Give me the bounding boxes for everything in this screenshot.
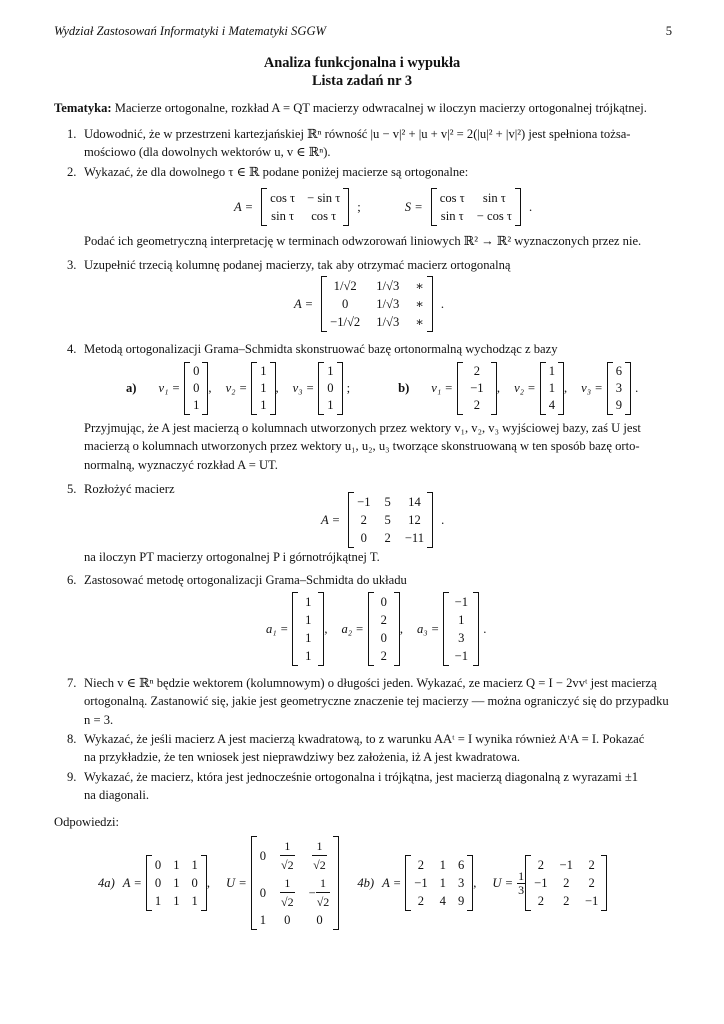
matrix-cell: 2 xyxy=(537,894,544,908)
problem-1-line-2: mościowo (dla dowolnych wektorów u, v ∈ ℝⁿ). xyxy=(84,145,331,160)
vector-label: v₂ = xyxy=(514,381,536,396)
problem-7-line-1: Niech v ∈ ℝⁿ będzie wektorem (kolumnowym) o długości jeden. Wykazać, ze macierz Q = I − 2vvᵗ jest macierzą xyxy=(84,676,657,690)
matrix-cell: 1 xyxy=(439,858,446,872)
fraction-denominator: √2 xyxy=(280,892,295,911)
matrix-S-label: S = xyxy=(404,199,423,214)
comma: , xyxy=(399,621,403,636)
vector-cell: 0 xyxy=(380,595,387,609)
answer-matrix-U xyxy=(251,836,340,930)
matrix-A-label: A = xyxy=(321,512,341,527)
vector-label: a₂ = xyxy=(341,621,364,636)
vector-cell: −1 xyxy=(454,649,468,663)
fraction-numerator: 1 xyxy=(320,876,327,890)
problem-4-vectors xyxy=(126,362,638,415)
matrix-cell: 12 xyxy=(408,513,421,527)
problem-number: 3. xyxy=(67,258,77,272)
vector-cell: 1 xyxy=(305,649,312,663)
matrix-cell: 2 xyxy=(384,531,391,545)
vector-a1 xyxy=(292,592,324,666)
topic-text: Macierze ortogonalne, rozkład A = QT macierzy odwracalnej w iloczyn macierzy ortogonalnej trójkątnej. xyxy=(114,101,647,115)
matrix-A xyxy=(261,188,349,226)
problem-4-after-line-2: macierzą o kolumnach utworzonych przez wektory u₁, u₂, u₃ tworzące skonstruowaną w ten sposób bazę orto- xyxy=(84,439,640,454)
fraction-numerator: 1 xyxy=(316,839,323,853)
matrix-A-label: A = xyxy=(294,296,314,311)
comma: , xyxy=(206,875,210,890)
matrix-A-label: A = xyxy=(122,875,142,890)
matrix-cell: 1 xyxy=(191,894,198,908)
matrix-cell: 2 xyxy=(588,858,595,872)
vector-cell: 1 xyxy=(260,398,267,412)
problem-4-after xyxy=(84,419,672,474)
vector-cell: 9 xyxy=(615,398,623,412)
vector-cell: −1 xyxy=(454,595,468,609)
vector-cell: 3 xyxy=(615,381,623,395)
problem-5-matrix xyxy=(321,492,444,548)
running-header xyxy=(54,22,672,40)
problem-number: 7. xyxy=(67,676,77,690)
matrix-A-label: A = xyxy=(234,199,254,214)
faculty-name: Wydział Zastosowań Informatyki i Matematyki SGGW xyxy=(54,24,327,38)
vector-cell: 4 xyxy=(548,398,555,412)
matrix-cell: 1/√2 xyxy=(333,279,357,293)
comma: , xyxy=(563,381,568,396)
problem-8-text xyxy=(84,730,672,767)
matrix-cell: 0 xyxy=(316,913,323,927)
problem-number: 6. xyxy=(67,573,77,587)
semicolon: ; xyxy=(346,381,351,396)
matrix-cell: 0 xyxy=(360,531,367,545)
part-a-label: a) xyxy=(126,381,137,396)
matrix-cell: −1/√2 xyxy=(330,315,361,329)
matrix-cell: 1 xyxy=(173,876,180,890)
problem-5-line-1: Rozłożyć macierz xyxy=(84,482,175,496)
problem-number: 8. xyxy=(67,732,77,746)
matrix-cell: 9 xyxy=(457,894,465,908)
vector-label: a₁ = xyxy=(266,621,289,636)
fraction-numerator: 1 xyxy=(284,876,291,890)
matrix-cell: 5 xyxy=(384,495,391,509)
matrix-cell: 3 xyxy=(457,876,465,890)
matrix-cell: 1/√3 xyxy=(376,315,400,329)
matrix-cell: 0 xyxy=(259,885,267,900)
part-b-label: b) xyxy=(398,381,410,396)
matrix-cell: 0 xyxy=(154,876,162,890)
matrix-cell: sin τ xyxy=(440,209,464,223)
matrix-cell: 2 xyxy=(417,858,425,872)
comma: , xyxy=(275,381,279,396)
comma: , xyxy=(208,381,212,396)
topic-line xyxy=(54,99,672,117)
fraction-denominator: 3 xyxy=(518,882,525,897)
matrix-cell: 0 xyxy=(154,858,162,872)
matrix-cell: cos τ xyxy=(311,209,337,223)
minus-sign: − xyxy=(308,885,316,900)
problem-2-matrices xyxy=(234,188,532,226)
matrix-cell: 0 xyxy=(342,297,349,311)
vector-cell: 1 xyxy=(458,613,465,627)
title-line-1: Analiza funkcjonalna i wypukła xyxy=(263,55,461,71)
fraction-numerator: 1 xyxy=(284,839,291,853)
problem-9-line-1: Wykazać, że macierz, która jest jednocześnie ortogonalna i trójkątna, jest macierzą diagonalną z wyrazami ±1 xyxy=(84,770,639,784)
vector-label: v₁ = xyxy=(158,381,181,396)
problem-9-line-2: na diagonali. xyxy=(84,788,150,803)
vector-cell: 0 xyxy=(380,631,387,645)
vector-cell: 1 xyxy=(305,631,312,645)
vector-cell: 1 xyxy=(305,595,312,609)
matrix-cell: cos τ xyxy=(270,191,296,205)
matrix-cell: −11 xyxy=(404,531,425,545)
matrix-cell: 1 xyxy=(154,894,162,908)
answer-matrix-A xyxy=(146,855,207,911)
problem-3-line-1: Uzupełnić trzecią kolumnę podanej macierzy, tak aby otrzymać macierz ortogonalną xyxy=(84,258,511,272)
matrix-cell: −1 xyxy=(559,858,573,872)
matrix-cell: 0 xyxy=(284,913,291,927)
vector-label: v₃ = xyxy=(581,381,603,396)
problem-2-line-1: Wykazać, że dla dowolnego τ ∈ ℝ podane poniżej macierze są ortogonalne: xyxy=(84,165,469,179)
vector-cell: 2 xyxy=(473,364,481,378)
vector-a-v3 xyxy=(318,362,342,415)
matrix-cell: 0 xyxy=(259,848,267,863)
vector-cell: 6 xyxy=(615,364,623,378)
vector-cell: 0 xyxy=(327,381,334,395)
vector-label: v₃ = xyxy=(292,381,315,396)
vector-cell: 0 xyxy=(193,381,200,395)
vector-cell: 1 xyxy=(327,398,334,412)
vector-cell: 2 xyxy=(473,398,481,412)
matrix-cell: ∗ xyxy=(415,315,424,329)
problem-4-after-line-1: Przyjmując, że A jest macierzą o kolumnach utworzonych przez wektory v₁, v₂, v₃ wyjściowej bazy, zaś U jest xyxy=(84,421,641,435)
problem-6-line-1: Zastosować metodę ortogonalizacji Grama–Schmidta do układu xyxy=(84,573,407,587)
matrix-cell: −1 xyxy=(534,876,548,890)
problem-number: 4. xyxy=(67,342,77,356)
period: . xyxy=(635,381,639,396)
matrix-cell: 2 xyxy=(563,894,570,908)
matrix-cell-fraction xyxy=(280,874,295,911)
vector-label: a₃ = xyxy=(416,621,440,636)
vector-a2 xyxy=(368,592,400,666)
topic-label: Tematyka: xyxy=(54,101,112,115)
vector-b-v3 xyxy=(607,362,631,415)
vector-cell: −1 xyxy=(470,381,484,395)
fraction xyxy=(316,874,331,911)
matrix-cell-fraction xyxy=(280,837,295,874)
matrix-cell: 1 xyxy=(173,858,180,872)
title-line-2: Lista zadań nr 3 xyxy=(311,73,413,89)
matrix-cell: ∗ xyxy=(415,279,424,293)
problem-number: 9. xyxy=(67,770,77,784)
problem-number: 1. xyxy=(67,127,77,141)
vector-cell: 2 xyxy=(380,613,387,627)
problem-8-line-1: Wykazać, że jeśli macierz A jest macierzą kwadratową, to z warunku AAᵗ = I wynika również AᵗA = I. Pokazać xyxy=(84,732,645,746)
comma: , xyxy=(473,875,477,890)
matrix-cell: 2 xyxy=(537,858,544,872)
matrix-cell: 4 xyxy=(439,894,446,908)
problem-1-line-1: Udowodnić, że w przestrzeni kartezjańskiej ℝⁿ równość |u − v|² + |u + v|² = 2(|u|² + |v|²) jest spełniona tożsa- xyxy=(84,127,631,141)
matrix-cell: cos τ xyxy=(439,191,465,205)
matrix-cell: 6 xyxy=(457,858,465,872)
problem-1-text xyxy=(84,125,672,162)
fraction-numerator: 1 xyxy=(518,868,525,883)
matrix-cell: 1 xyxy=(259,913,267,927)
problem-7-line-3: n = 3. xyxy=(84,712,114,727)
vector-a-v1 xyxy=(184,362,208,415)
period: . xyxy=(441,512,445,527)
period: . xyxy=(440,296,444,311)
problem-4-after-line-3: normalną, wyznaczyć rozkład A = UT. xyxy=(84,457,278,472)
answer-4b-label: 4b) xyxy=(357,875,375,890)
matrix-cell: −1 xyxy=(414,876,428,890)
vector-cell: 1 xyxy=(548,381,555,395)
matrix-cell: 0 xyxy=(191,876,198,890)
vector-a3 xyxy=(443,592,479,666)
matrix-cell: 2 xyxy=(588,876,595,890)
page-number: 5 xyxy=(665,24,672,38)
problem-8-line-2: na przykładzie, że ten wniosek jest nieprawdziwy bez założenia, iż A jest kwadratowa. xyxy=(84,750,521,765)
vector-b-v1 xyxy=(457,362,497,415)
problem-7-line-2: ortogonalną. Zastanowić się, jakie jest geometryczne znaczenie tej macierzy — można ograniczyć się do przypadku xyxy=(84,694,669,709)
vector-a-v2 xyxy=(251,362,275,415)
vector-cell: 1 xyxy=(548,364,555,378)
answer-matrix-B xyxy=(405,855,473,911)
matrix-cell: − sin τ xyxy=(307,191,341,205)
problem-number: 2. xyxy=(67,165,77,179)
matrix-U-label: U = xyxy=(492,875,514,890)
matrix-cell: 2 xyxy=(417,894,425,908)
vector-cell: 1 xyxy=(327,364,334,378)
matrix-cell: 1 xyxy=(191,858,198,872)
matrix-cell: 2 xyxy=(563,876,570,890)
problem-6-vectors xyxy=(266,592,486,666)
separator: ; xyxy=(357,199,361,214)
fraction-denominator: √2 xyxy=(280,855,295,874)
matrix-A-label: A = xyxy=(382,875,402,890)
problem-3-matrix xyxy=(294,276,444,332)
answers-math xyxy=(98,836,607,930)
vector-cell: 1 xyxy=(260,364,267,378)
matrix-cell: 1/√3 xyxy=(376,297,400,311)
matrix-cell: 14 xyxy=(408,495,421,509)
document-title xyxy=(0,54,724,90)
matrix-A xyxy=(348,492,433,548)
period: . xyxy=(483,621,487,636)
matrix-U-label: U = xyxy=(225,875,247,890)
scalar-fraction xyxy=(517,870,525,897)
problem-7-text xyxy=(84,674,672,729)
matrix-cell: 1/√3 xyxy=(376,279,400,293)
matrix-cell: −1 xyxy=(357,495,371,509)
matrix-S xyxy=(431,188,521,226)
matrix-cell: −1 xyxy=(584,894,599,908)
matrix-A xyxy=(321,276,433,332)
problem-2-after: Podać ich geometryczną interpretację w terminach odwzorowań liniowych ℝ² → ℝ² wyznaczonych przez nie. xyxy=(84,234,642,248)
period: . xyxy=(529,199,533,214)
vector-cell: 1 xyxy=(260,381,267,395)
matrix-cell-negative-fraction xyxy=(309,874,331,911)
vector-cell: 1 xyxy=(305,613,312,627)
fraction-denominator: √2 xyxy=(316,892,331,911)
answer-4a-label: 4a) xyxy=(98,875,115,890)
vector-cell: 1 xyxy=(193,398,200,412)
vector-cell: 0 xyxy=(193,364,200,378)
comma: , xyxy=(496,381,501,396)
problem-number: 5. xyxy=(67,482,77,496)
comma: , xyxy=(324,621,328,636)
vector-label: v₂ = xyxy=(225,381,248,396)
matrix-cell: 1 xyxy=(439,876,446,890)
fraction-denominator: √2 xyxy=(312,855,327,874)
matrix-cell: − cos τ xyxy=(476,209,512,223)
matrix-cell: sin τ xyxy=(271,209,295,223)
answers-heading: Odpowiedzi: xyxy=(54,815,120,829)
vector-label: v₁ = xyxy=(431,381,453,396)
matrix-cell-fraction xyxy=(309,837,331,874)
matrix-cell: 5 xyxy=(384,513,391,527)
problem-4-line-1: Metodą ortogonalizacji Grama–Schmidta skonstruować bazę ortonormalną wychodząc z bazy xyxy=(84,342,558,356)
vector-cell: 2 xyxy=(380,649,387,663)
matrix-cell: ∗ xyxy=(415,297,424,311)
matrix-cell: sin τ xyxy=(482,191,506,205)
matrix-cell: 1 xyxy=(173,894,180,908)
problem-9-text xyxy=(84,768,672,805)
vector-cell: 3 xyxy=(458,631,465,645)
answer-matrix-U2 xyxy=(525,855,607,911)
problem-5-after: na iloczyn PT macierzy ortogonalnej P i górnotrójkątnej T. xyxy=(84,550,380,564)
matrix-cell: 2 xyxy=(360,513,367,527)
vector-b-v2 xyxy=(540,362,564,415)
